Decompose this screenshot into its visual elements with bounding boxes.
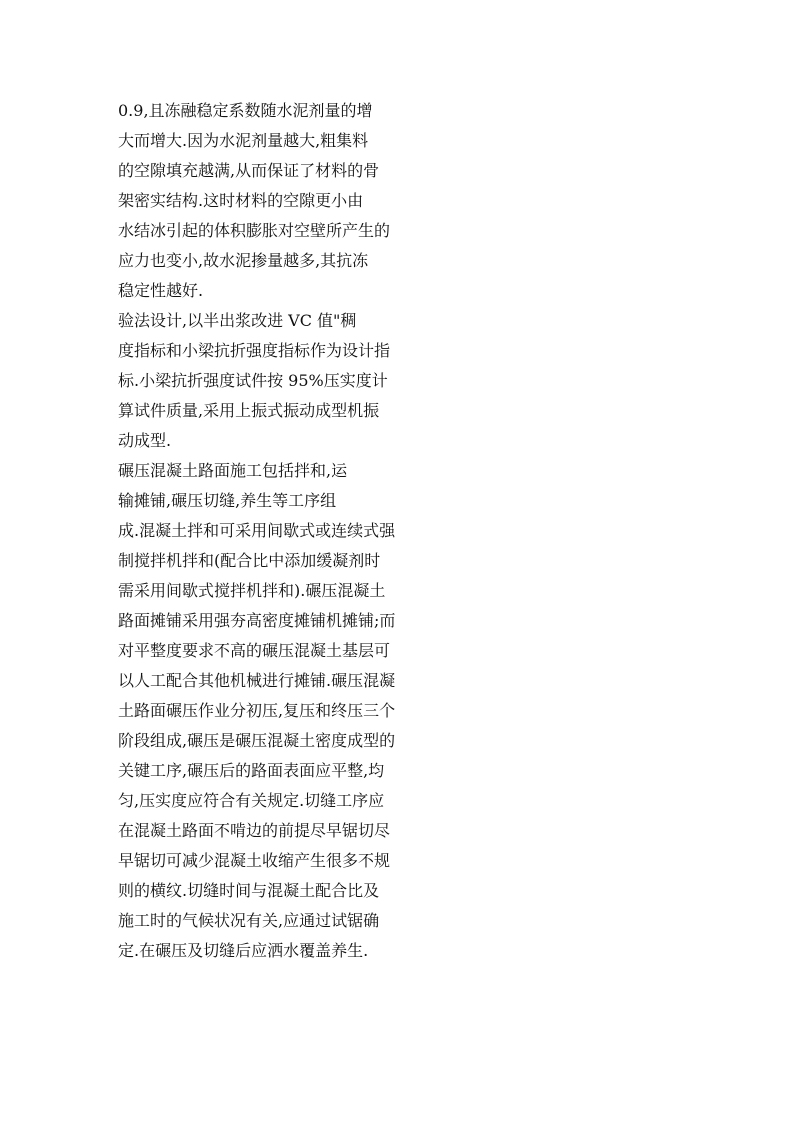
text-line: 应力也变小,故水泥掺量越多,其抗冻: [118, 251, 369, 270]
text-line: 路面摊铺采用强夯高密度摊铺机摊铺;而: [118, 611, 396, 630]
text-line: 土路面碾压作业分初压,复压和终压三个: [118, 701, 396, 720]
text-line: 大而增大.因为水泥剂量越大,粗集料: [118, 131, 369, 150]
text-line: 稳定性越好.: [118, 281, 204, 300]
text-line: 0.9,且冻融稳定系数随水泥剂量的增: [118, 101, 373, 120]
text-line: 定.在碾压及切缝后应洒水覆盖养生.: [118, 941, 369, 960]
text-line: 早锯切可减少混凝土收缩产生很多不规: [118, 851, 391, 870]
text-line: 成.混凝土拌和可采用间歇式或连续式强: [118, 521, 396, 540]
text-line: 制搅拌机拌和(配合比中添加缓凝剂时: [118, 551, 381, 570]
text-line: 输摊铺,碾压切缝,养生等工序组: [118, 491, 337, 510]
text-line: 关键工序,碾压后的路面表面应平整,均: [118, 761, 385, 780]
text-line: 施工时的气候状况有关,应通过试锯确: [118, 911, 380, 930]
text-line: 的空隙填充越满,从而保证了材料的骨: [118, 161, 380, 180]
text-line: 匀,压实度应符合有关规定.切缝工序应: [118, 791, 385, 810]
text-line: 标.小梁抗折强度试件按 95%压实度计: [118, 371, 388, 390]
text-line: 阶段组成,碾压是碾压混凝土密度成型的: [118, 731, 396, 750]
text-line: 在混凝土路面不啃边的前提尽早锯切尽: [118, 821, 391, 840]
text-line: 碾压混凝土路面施工包括拌和,运: [118, 461, 348, 480]
text-line: 对平整度要求不高的碾压混凝土基层可: [118, 641, 391, 660]
text-line: 架密实结构.这时材料的空隙更小由: [118, 191, 364, 210]
text-line: 算试件质量,采用上振式振动成型机振: [118, 401, 380, 420]
text-line: 需采用间歇式搅拌机拌和).碾压混凝土: [118, 581, 386, 600]
text-line: 验法设计,以半出浆改进 VC 值"稠: [118, 311, 357, 330]
text-line: 则的横纹.切缝时间与混凝土配合比及: [118, 881, 380, 900]
text-line: 动成型.: [118, 431, 172, 450]
text-line: 水结冰引起的体积膨胀对空壁所产生的: [118, 221, 391, 240]
body-text: [118, 96, 418, 966]
text-line: 度指标和小梁抗折强度指标作为设计指: [118, 341, 391, 360]
text-line: 以人工配合其他机械进行摊铺.碾压混凝: [118, 671, 396, 690]
